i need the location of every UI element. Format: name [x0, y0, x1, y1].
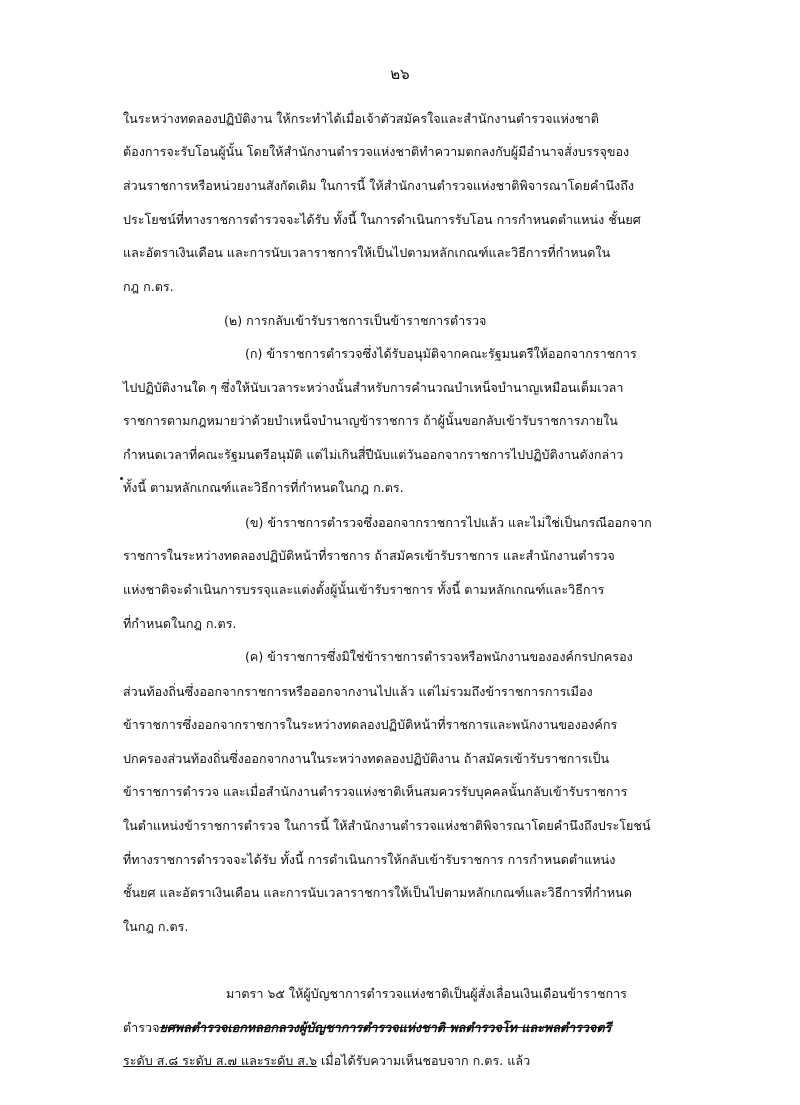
text-line: ส่วนท้องถิ่นซึ่งออกจากราชการหรือออกจากงานไปแล้ว แต่ไม่รวมถึงข้าราชการการเมือง: [123, 684, 593, 699]
text-line: ในระหว่างทดลองปฏิบัติงาน ให้กระทำได้เมื่อเจ้าตัวสมัครใจและสำนักงานตำรวจแห่งชาติ: [123, 111, 599, 126]
text-line: ในตำแหน่งข้าราชการตำรวจ ในการนี้ ให้สำนักงานตำรวจแห่งชาติพิจารณาโดยคำนึงถึงประโยชน์: [123, 818, 651, 833]
section-65-prefix: ตำรวจ: [123, 1020, 160, 1035]
subsection-heading: (๒) การกลับเข้ารับราชการเป็นข้าราชการตำรวจ: [224, 313, 487, 328]
text-line: ในกฎ ก.ตร.: [123, 919, 189, 934]
text-line: ส่วนราชการหรือหน่วยงานสังกัดเดิม ในการนี้ ให้สำนักงานตำรวจแห่งชาติพิจารณาโดยคำนึงถึง: [123, 178, 635, 193]
text-line: ที่กำหนดในกฎ ก.ตร.: [123, 616, 237, 631]
text-line: กำหนดเวลาที่คณะรัฐมนตรีอนุมัติ แต่ไม่เกินสี่ปีนับแต่วันออกจากราชการไปปฏิบัติงานดังกล่าว: [123, 447, 624, 462]
text-line: และอัตราเงินเดือน และการนับเวลาราชการให้เป็นไปตามหลักเกณฑ์และวิธีการที่กำหนดใน: [123, 245, 611, 260]
section-65-line-2: [123, 1019, 611, 1037]
text-line: (ค) ข้าราชการซึ่งมิใช่ข้าราชการตำรวจหรือพนักงานขององค์กรปกครอง: [245, 649, 633, 664]
text-line: ราชการในระหว่างทดลองปฏิบัติหน้าที่ราชการ ถ้าสมัครเข้ารับราชการ และสำนักงานตำรวจ: [123, 548, 615, 563]
struck-out-text: ยศพลตำรวจเอกหลอกลวงผู้บัญชาการตำรวจแห่งชาติ พลตำรวจโท และพลตำรวจตรี: [159, 1020, 612, 1035]
text-line: ข้าราชการซึ่งออกจากราชการในระหว่างทดลองปฏิบัติหน้าที่ราชการและพนักงานขององค์กร: [123, 717, 618, 732]
underlined-text: ระดับ ส.๘ ระดับ ส.๗ และระดับ ส.๖: [123, 1053, 317, 1068]
text-line: (ข) ข้าราชการตำรวจซึ่งออกจากราชการไปแล้ว และไม่ใช่เป็นกรณีออกจาก: [245, 515, 652, 530]
text-line: ชั้นยศ และอัตราเงินเดือน และการนับเวลาราชการให้เป็นไปตามหลักเกณฑ์และวิธีการที่กำหนด: [123, 885, 632, 900]
text-line: ราชการตามกฎหมายว่าด้วยบำเหน็จบำนาญข้าราชการ ถ้าผู้นั้นขอกลับเข้ารับราชการภายใน: [123, 413, 618, 428]
section-65-line-1: มาตรา ๖๕ ให้ผู้บัญชาการตำรวจแห่งชาติเป็นผู้สั่งเลื่อนเงินเดือนข้าราชการ: [226, 986, 627, 1001]
text-line: ทั้งนี้ ตามหลักเกณฑ์และวิธีการที่กำหนดในกฎ ก.ตร.: [123, 480, 404, 495]
text-line: ไปปฏิบัติงานใด ๆ ซึ่งให้นับเวลาระหว่างนั้นสำหรับการคำนวณบำเหน็จบำนาญเหมือนเต็มเวลา: [123, 380, 624, 395]
text-line: ประโยชน์ที่ทางราชการตำรวจจะได้รับ ทั้งนี้ ในการดำเนินการรับโอน การกำหนดตำแหน่ง ชั้นยศ: [123, 212, 641, 227]
text-line: (ก) ข้าราชการตำรวจซึ่งได้รับอนุมัติจากคณะรัฐมนตรีให้ออกจากราชการ: [245, 346, 637, 361]
text-line: ข้าราชการตำรวจ และเมื่อสำนักงานตำรวจแห่งชาติเห็นสมควรรับบุคคลนั้นกลับเข้ารับราชการ: [123, 784, 628, 799]
text-line: ปกครองส่วนท้องถิ่นซึ่งออกจากงานในระหว่างทดลองปฏิบัติงาน ถ้าสมัครเข้ารับราชการเป็น: [123, 751, 610, 766]
stray-mark: [120, 477, 123, 480]
text-line: ต้องการจะรับโอนผู้นั้น โดยให้สำนักงานตำรวจแห่งชาติทำความตกลงกับผู้มีอำนาจสั่งบรรจุของ: [123, 144, 630, 159]
page-number: ๒๖: [390, 65, 410, 83]
text-line: กฎ ก.ตร.: [123, 279, 174, 294]
text-line: แห่งชาติจะดำเนินการบรรจุและแต่งตั้งผู้นั้นเข้ารับราชการ ทั้งนี้ ตามหลักเกณฑ์และวิธีการ: [123, 582, 605, 597]
text-line: ที่ทางราชการตำรวจจะได้รับ ทั้งนี้ การดำเนินการให้กลับเข้ารับราชการ การกำหนดตำแหน่ง: [123, 852, 616, 867]
section-65-rest: เมื่อได้รับความเห็นชอบจาก ก.ตร. แล้ว: [316, 1053, 531, 1068]
section-65-line-3: [123, 1052, 530, 1070]
